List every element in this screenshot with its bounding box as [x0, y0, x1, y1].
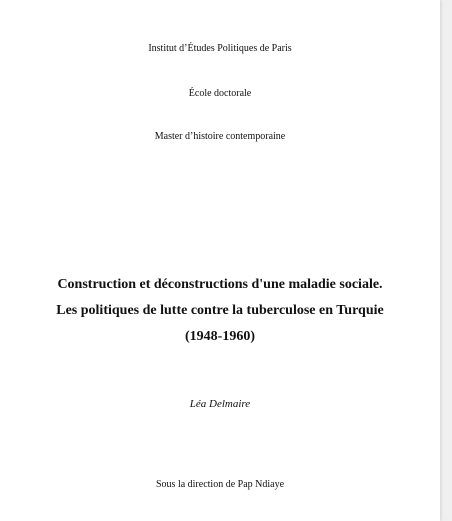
thesis-title: [0, 272, 440, 350]
title-line-1: Construction et déconstructions d'une maladie sociale.: [57, 277, 383, 292]
master-program: Master d’histoire contemporaine: [154, 131, 286, 142]
supervisor-line: Sous la direction de Pap Ndiaye: [155, 479, 285, 490]
title-line-3: (1948-1960): [185, 329, 255, 344]
doctoral-school: École doctorale: [188, 88, 252, 99]
title-line-2: Les politiques de lutte contre la tuberculose en Turquie: [56, 303, 384, 318]
author-name: Léa Delmaire: [189, 398, 251, 410]
institution-name: Institut d’Études Politiques de Paris: [148, 43, 292, 54]
